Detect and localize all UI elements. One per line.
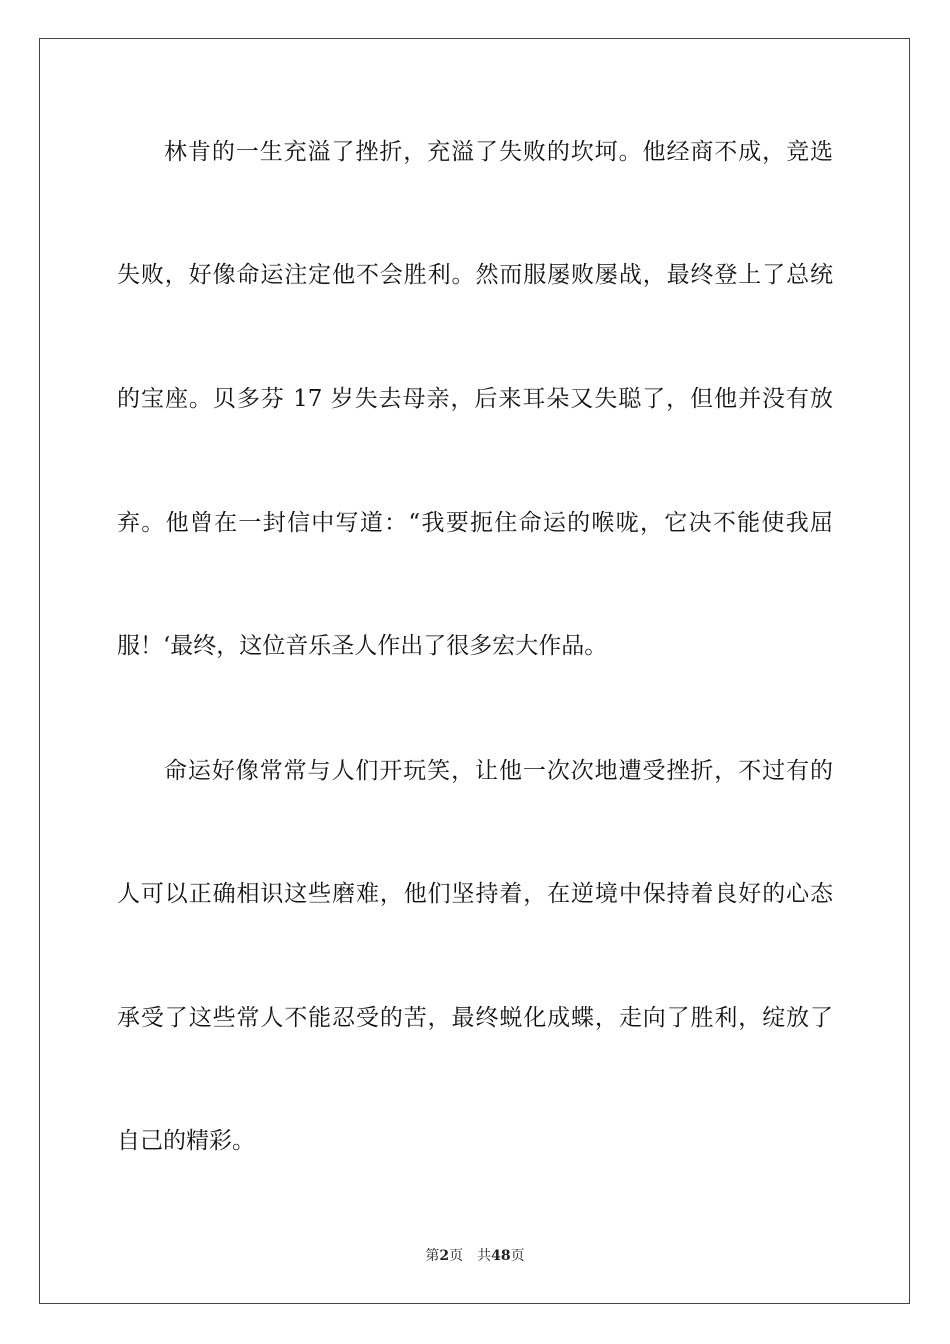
- text-line-3: 的宝座。贝多芬 17 岁失去母亲，后来耳朵又失聪了，但他并没有放: [117, 386, 833, 412]
- text-line-4: 弃。他曾在一封信中写道：“我要扼住命运的喉咙，它决不能使我屈: [117, 510, 833, 536]
- page-border: [39, 38, 910, 1304]
- text-line-8: 承受了这些常人不能忍受的苦，最终蜕化成蝶，走向了胜利，绽放了: [117, 1005, 833, 1031]
- text-line-5: 服！‘最终，这位音乐圣人作出了很多宏大作品。: [117, 633, 608, 659]
- footer-total-pages: 48: [491, 1248, 511, 1264]
- footer-prefix: 第: [425, 1248, 440, 1264]
- text-line-7: 人可以正确相识这些磨难，他们坚持着，在逆境中保持着良好的心态: [117, 881, 833, 907]
- page-footer: [0, 1247, 950, 1265]
- text-line-2: 失败，好像命运注定他不会胜利。然而服屡败屡战，最终登上了总统: [117, 262, 833, 288]
- text-line-1: 林肯的一生充溢了挫折，充溢了失败的坎坷。他经商不成，竞选: [164, 139, 833, 165]
- text-line-9: 自己的精彩。: [117, 1128, 255, 1154]
- footer-mid: 页 共: [449, 1248, 492, 1264]
- footer-suffix: 页: [510, 1248, 525, 1264]
- footer-page-number: 2: [439, 1248, 450, 1264]
- text-line-6: 命运好像常常与人们开玩笑，让他一次次地遭受挫折，不过有的: [164, 758, 833, 784]
